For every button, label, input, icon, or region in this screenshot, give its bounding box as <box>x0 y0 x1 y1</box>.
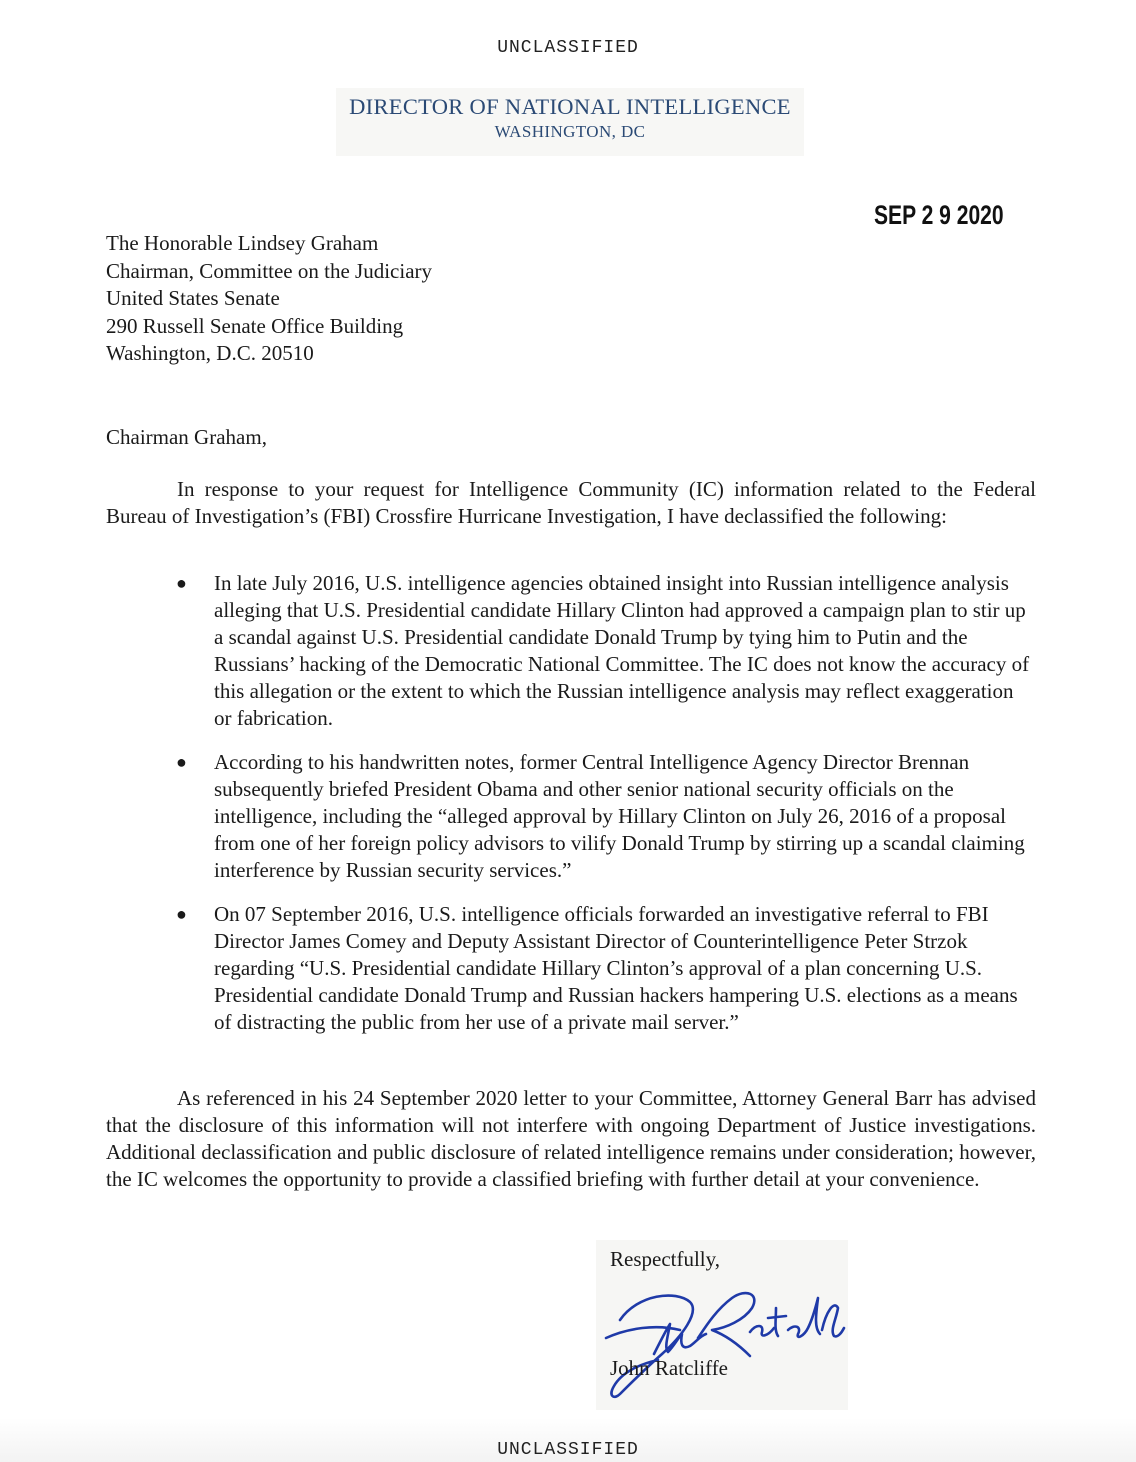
classification-header: UNCLASSIFIED <box>497 38 639 58</box>
valediction: Respectfully, <box>610 1247 721 1271</box>
intro-paragraph: In response to your request for Intelligence Community (IC) information related to the Federal Bureau of Investigation’s (FBI) Crossfire Hurricane Investigation, I have declassified the following: <box>106 477 1036 528</box>
handwritten-signature <box>598 1272 848 1402</box>
address-line-title: Chairman, Committee on the Judiciary <box>106 258 433 283</box>
salutation: Chairman Graham, <box>106 425 267 449</box>
signer-name: John Ratcliffe <box>610 1356 729 1380</box>
list-item <box>176 749 1036 884</box>
letterhead-subtitle: WASHINGTON, DC <box>494 122 646 141</box>
bullet-icon: ● <box>176 573 187 593</box>
address-line-body: United States Senate <box>106 286 280 310</box>
closing-paragraph: As referenced in his 24 September 2020 letter to your Committee, Attorney General Barr has advised that the disclosure of this information will not interfere with ongoing Department of Justice investigations. Additional declassification and public disclosure of related intelligence remains under consideration; however, the IC welcomes the opportunity to provide a classified briefing with further detail at your convenience. <box>106 1086 1036 1191</box>
list-item-text: In late July 2016, U.S. intelligence agencies obtained insight into Russian intelligence analysis alleging that U.S. Presidential candidate Hillary Clinton had approved a campaign plan to stir up a scandal against U.S. Presidential candidate Donald Trump by tying him to Putin and the Russians’ hacking of the Democratic National Committee. The IC does not know the accuracy of this allegation or the extent to which the Russian intelligence analysis may reflect exaggeration or fabrication. <box>214 571 1030 730</box>
address-line-name: The Honorable Lindsey Graham <box>106 231 379 255</box>
classification-footer: UNCLASSIFIED <box>497 1440 639 1460</box>
letterhead-title: DIRECTOR OF NATIONAL INTELLIGENCE <box>349 94 791 119</box>
list-item-text: On 07 September 2016, U.S. intelligence officials forwarded an investigative referral to FBI Director James Comey and Deputy Assistant Director of Counterintelligence Peter Strzok regarding “U.S. Presidential candidate Hillary Clinton’s approval of a plan concerning U.S. Presidential candidate Donald Trump and Russian hackers hampering U.S. elections as a means of distracting the public from her use of a private mail server.” <box>214 902 1018 1034</box>
bullet-icon: ● <box>176 904 187 924</box>
bullet-icon: ● <box>176 752 187 772</box>
address-line-street: 290 Russell Senate Office Building <box>106 313 404 338</box>
date-stamp: SEP 2 9 2020 <box>874 200 1004 230</box>
list-item <box>176 901 1036 1036</box>
list-item <box>176 570 1036 732</box>
recipient-address <box>106 230 432 368</box>
declassified-items-list <box>176 570 1036 1053</box>
list-item-text: According to his handwritten notes, former Central Intelligence Agency Director Brennan subsequently briefed President Obama and other senior national security officials on the intelligence, including the “alleged approval by Hillary Clinton on July 26, 2016 of a proposal from one of her foreign policy advisors to vilify Donald Trump by stirring up a scandal claiming interference by Russian security services.” <box>214 750 1025 882</box>
address-line-city: Washington, D.C. 20510 <box>106 341 314 365</box>
letterhead <box>336 88 804 156</box>
